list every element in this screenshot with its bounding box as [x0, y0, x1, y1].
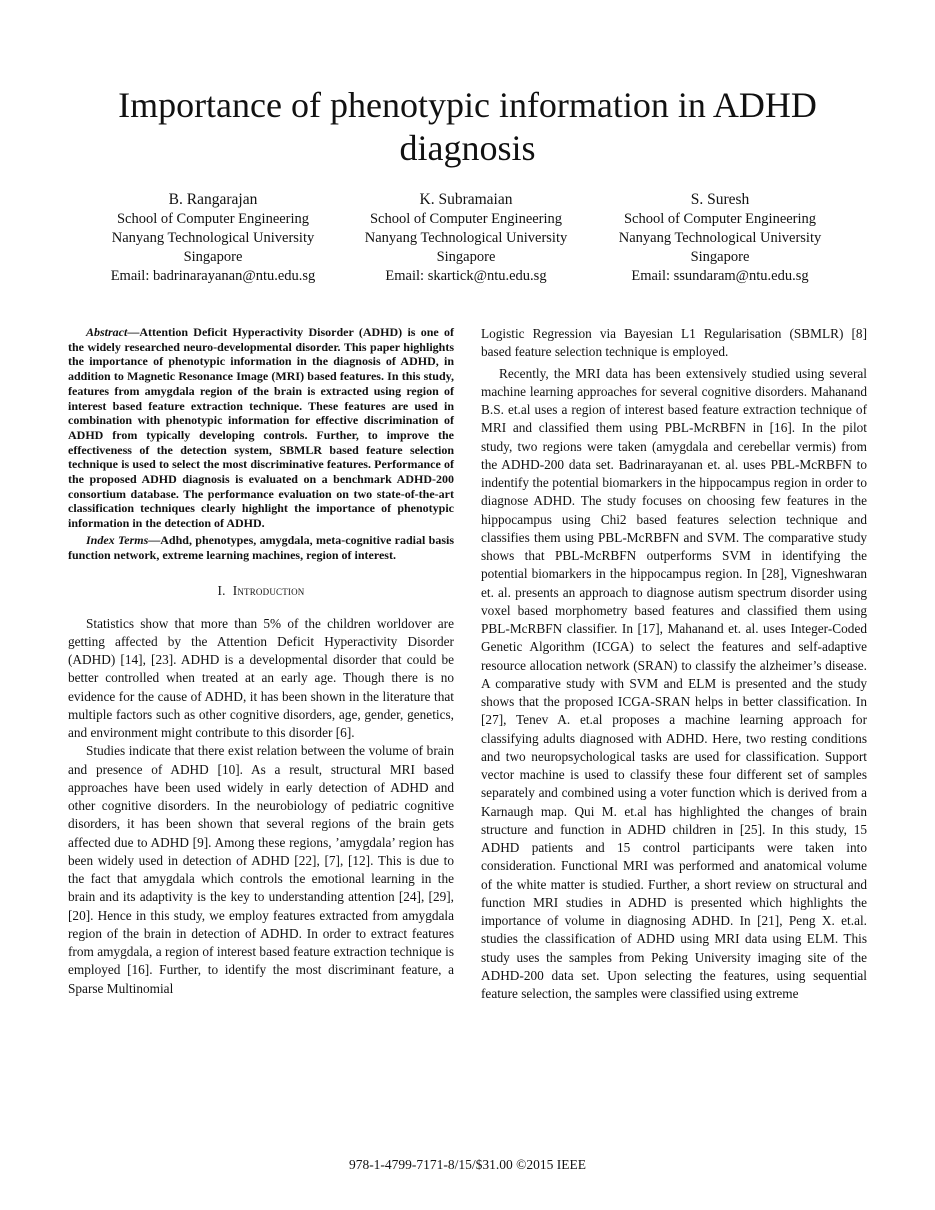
- index-terms: [68, 533, 454, 562]
- author-name: B. Rangarajan: [168, 191, 258, 208]
- paragraph: Logistic Regression via Bayesian L1 Regularisation (SBMLR) [8] based feature selection technique is employed.: [481, 326, 867, 360]
- abstract-label: Abstract: [86, 325, 128, 339]
- paper-title: Importance of phenotypic information in ADHD diagnosis: [118, 85, 817, 168]
- author-country: Singapore: [183, 249, 243, 265]
- author-dept: School of Computer Engineering: [623, 211, 817, 227]
- author-country: Singapore: [690, 249, 750, 265]
- author-email: Email: badrinarayanan@ntu.edu.sg: [110, 268, 316, 284]
- author-name: K. Subramaian: [419, 191, 513, 208]
- author-university: Nanyang Technological University: [364, 230, 568, 246]
- section-heading: [68, 582, 454, 600]
- author-dept: School of Computer Engineering: [116, 211, 310, 227]
- author-university: Nanyang Technological University: [618, 230, 822, 246]
- author-dept: School of Computer Engineering: [369, 211, 563, 227]
- abstract-text: Attention Deficit Hyperactivity Disorder (ADHD) is one of the widely researched neuro-developmental disorder. This paper highlights the importance of phenotypic information in the diagnosis of ADHD, in addition to Magnetic Resonance Image (MRI) based features. In this study, features from amygdala region of the brain is extracted using region of interest based feature extraction technique. These features are used in combination with phenotypic information for effective discrimination of ADHD from typically developing controls. Further, to improve the effectiveness of the detection system, SBMLR based feature selection technique is used to select the most discriminative features. Performance of the proposed ADHD diagnosis is evaluated on a benchmark ADHD-200 consortium database. The performance evaluation on two state-of-the-art classification techniques clearly highlight the importance of phenotypic information in the detection of ADHD.: [68, 325, 454, 531]
- author-block: [68, 190, 868, 290]
- author-3: [590, 190, 850, 286]
- paragraph: Studies indicate that there exist relation between the volume of brain and presence of ADHD [10]. As a result, structural MRI based approaches have been used widely in early detection of ADHD and other cognitive disorders. In the neurobiology of pediatric cognitive disorders, it has been shown that several regions of the brain gets affected due to ADHD [9]. Among these regions, ’amygdala’ region has been widely used in detection of ADHD [22], [7], [12]. This is due to the fact that amygdala which controls the emotional learning in the brain and its adaptivity is the key to understanding attention [24], [29], [20]. Hence in this study, we employ features extracted from amygdala region of the brain in detection of ADHD. In order to extract features from amygdala, a region of interest based feature extraction technique is employed [16]. Further, to identify the most discriminant feature, a Sparse Multinomial: [68, 743, 454, 996]
- section-title: Introduction: [232, 583, 305, 599]
- author-email: Email: ssundaram@ntu.edu.sg: [631, 268, 809, 284]
- author-country: Singapore: [436, 249, 496, 265]
- copyright-footer: 978-1-4799-7171-8/15/$31.00 ©2015 IEEE: [348, 1157, 587, 1172]
- index-terms-dash: —: [148, 532, 161, 547]
- index-terms-text: Adhd, phenotypes, amygdala, meta-cognitive radial basis function network, extreme learning machines, region of interest.: [68, 532, 454, 562]
- paragraph: Statistics show that more than 5% of the children worldover are getting affected by the Attention Deficit Hyperactivity Disorder (ADHD) [14], [23]. ADHD is a developmental disorder that could be better controlled when treated at an early age. Though there is no evidence for the cause of ADHD, it has been shown in the literature that multiple factors such as other cognitive disorders, age, gender, genetics, and environment might contribute to this disorder [6].: [68, 615, 454, 740]
- paragraph: Recently, the MRI data has been extensively studied using several machine learning approaches for several cognitive disorders. Mahanand B.S. et.al uses a region of interest based feature extraction technique of MRI and classified them using PBL-McRBFN in [16]. In the pilot study, two regions were taken (amygdala and cerebellar vermis) from the ADHD-200 data set. Badrinarayanan et. al. uses PBL-McRBFN to indentify the potential biomarkers in the hippocampus region in order to diagnose ADHD. The study focuses on choosing few features in the hippocampus using Chi2 based features selection technique and classifies them using PBL-McRBFN and SVM. The comparative study shows that PBL-McRBFN outperforms SVM in identifying the potential biomarkers in the hippocampus region. In [28], Vigneshwaran et. al. presents an approach to diagnose autism spectrum disorder using voxel based morphometry based features and classified them using PBL-McRBFN classifier. In [17], Mahanand et. al. uses Integer-Coded Genetic Algorithm (ICGA) to select the features and self-adaptive resource allocation network (SRAN) to classify the alzheimer’s disease. A comparative study with SVM and ELM is presented and the study shows that the proposed ICGA-SRAN helps in better classification. In [27], Tenev A. et.al proposes a machine learning approach for classifying adults diagnosed with ADHD. Here, two resting conditions and two neuropsychological tasks are used for classification. Support vector machine is used to classify these four different set of samples separately and combined using a voter function which is derived from a Karnaugh map. Qui M. et.al has highlighted the changes of brain structure and function in ADHD children in [25]. In this study, 15 ADHD patients and 15 control participants were taken into consideration. Functional MRI was performed and anatomical volume of the white matter is studied. Further, a short review on structural and function MRI studies in ADHD is presented which highlights the importance of volume in diagnosing ADHD. In [21], Peng X. et.al. studies the classification of ADHD using MRI data using ELM. This study uses the samples from Peking University imaging site of the ADHD-200 data set. Upon selecting the features, using sequential feature selection, the samples were classified using extreme: [481, 365, 867, 1001]
- abstract-dash: —: [127, 325, 140, 339]
- author-email: Email: skartick@ntu.edu.sg: [385, 268, 547, 284]
- author-university: Nanyang Technological University: [111, 230, 315, 246]
- index-terms-label: Index Terms: [86, 532, 149, 547]
- author-1: [83, 190, 343, 286]
- left-column: [68, 325, 454, 998]
- author-2: [336, 190, 596, 286]
- author-name: S. Suresh: [690, 191, 750, 208]
- right-column: [481, 325, 867, 1003]
- section-number: I.: [217, 583, 226, 599]
- abstract: [68, 325, 454, 531]
